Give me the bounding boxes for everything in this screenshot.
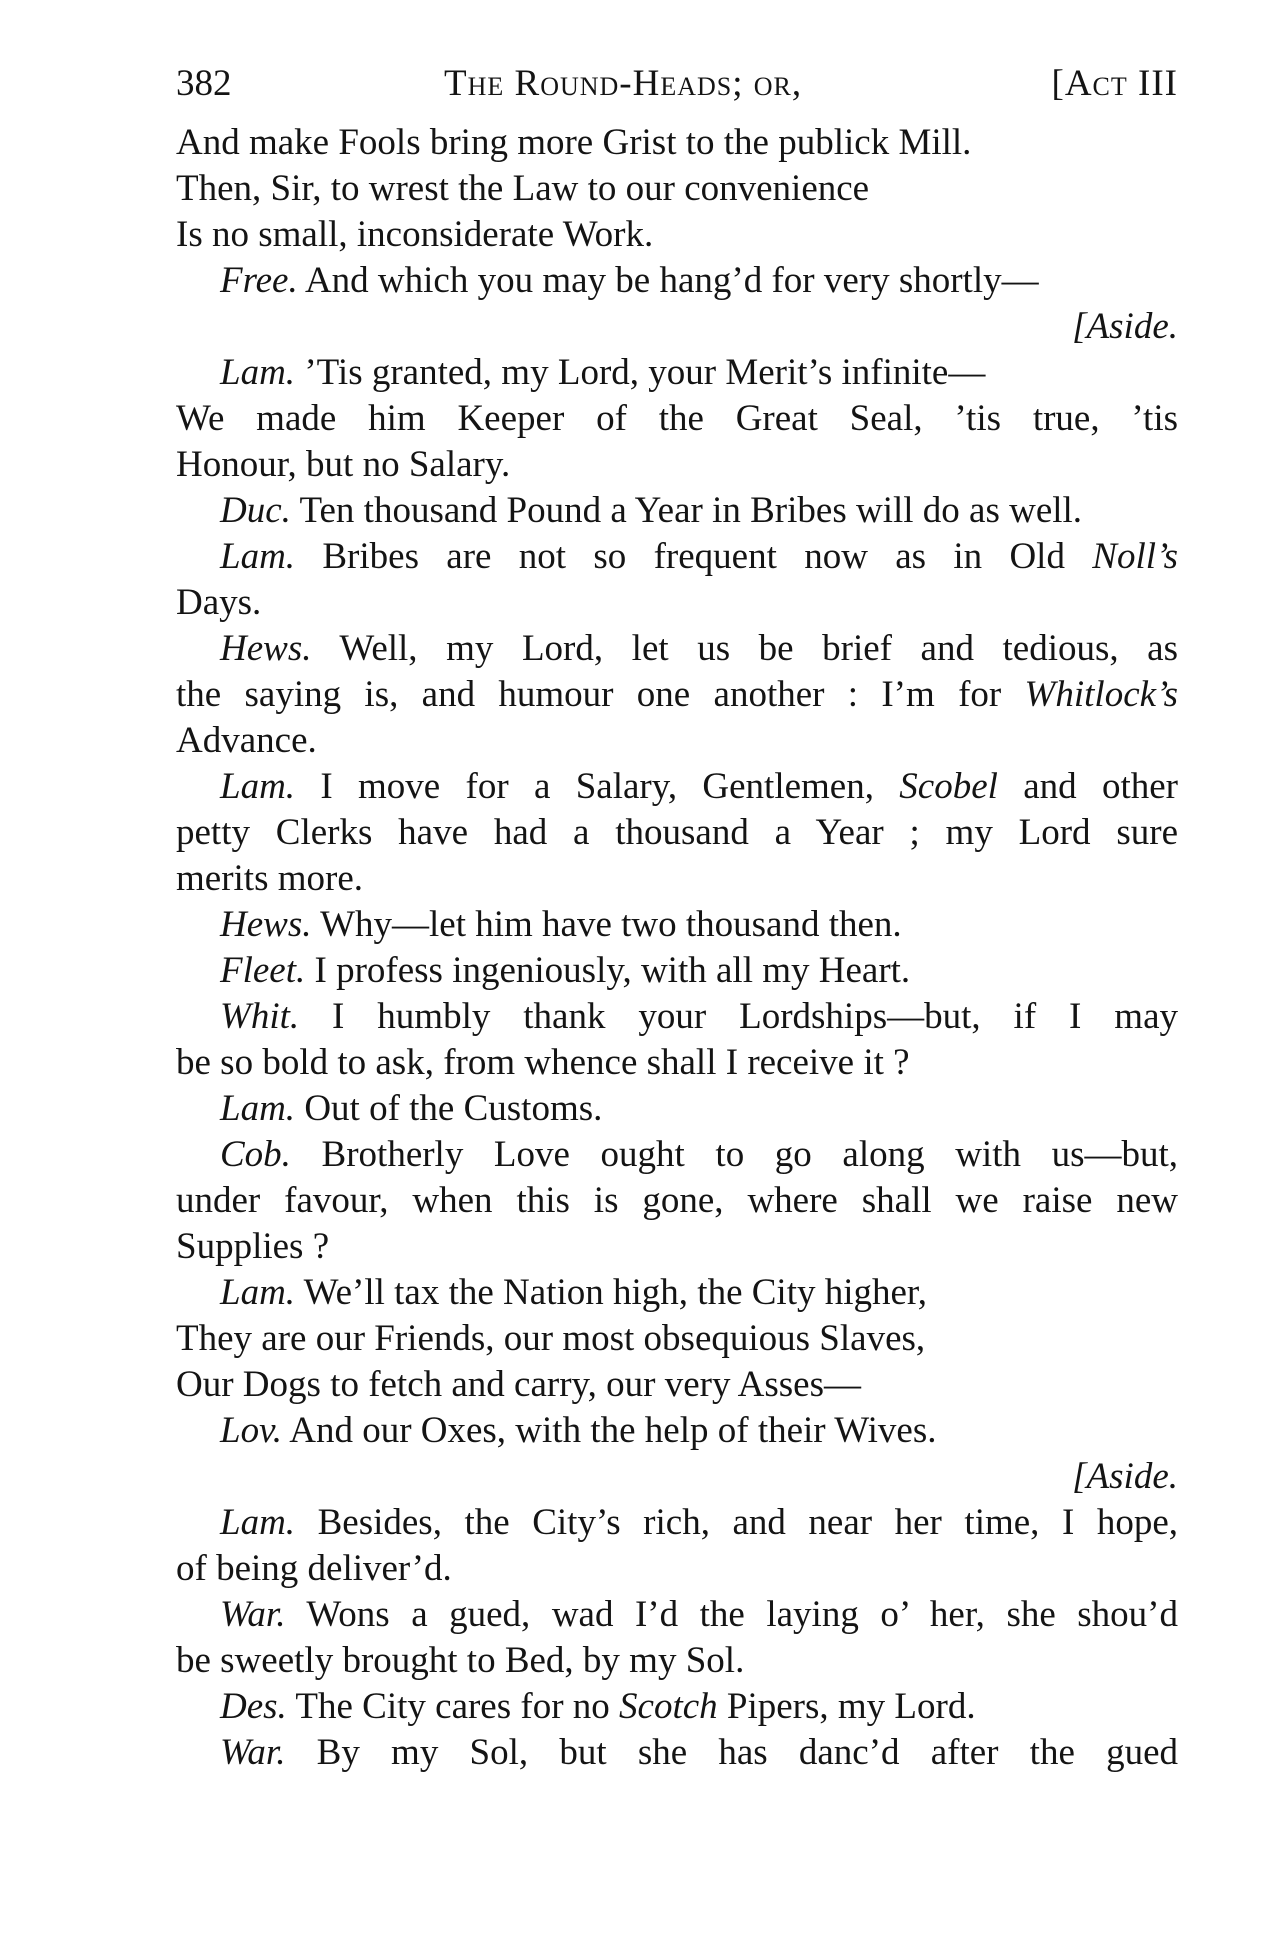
speaker-name: Hews. — [220, 904, 312, 945]
running-title: The Round-Heads; or, — [444, 63, 803, 104]
speaker-name: Hews. — [220, 628, 312, 669]
page-number: 382 — [176, 63, 232, 104]
text-line: of being deliver’d. — [176, 1548, 452, 1589]
stage-direction: [Aside. — [1072, 1456, 1178, 1497]
speech-line: War. Wons a gued, wad I’d the laying o’ her, she shou’d — [220, 1594, 1178, 1635]
speaker-name: Lam. — [220, 536, 296, 577]
speaker-name: Cob. — [220, 1134, 291, 1175]
text-line: And make Fools bring more Grist to the publick Mill. — [176, 122, 972, 163]
text-line: We made him Keeper of the Great Seal, ’tis true, ’tis — [176, 398, 1178, 439]
speaker-name: Des. — [220, 1686, 287, 1727]
page-header — [176, 58, 1178, 110]
speech-line: Cob. Brotherly Love ought to go along with us—but, — [220, 1134, 1178, 1175]
text-line: be sweetly brought to Bed, by my Sol. — [176, 1640, 745, 1681]
speaker-name: Lam. — [220, 766, 296, 807]
speech-line: Hews. Well, my Lord, let us be brief and tedious, as — [220, 628, 1178, 669]
text-line: Honour, but no Salary. — [176, 444, 511, 485]
speech-line: War. By my Sol, but she has danc’d after the gued — [220, 1732, 1178, 1773]
speaker-name: Whit. — [220, 996, 300, 1037]
speaker-name: Lam. — [220, 1502, 296, 1543]
speaker-name: War. — [220, 1732, 286, 1773]
speech-line: Lam. We’ll tax the Nation high, the City higher, — [220, 1272, 928, 1313]
play-text — [176, 120, 1178, 1776]
text-line: under favour, when this is gone, where shall we raise new — [176, 1180, 1178, 1221]
text-line: Our Dogs to fetch and carry, our very Asses— — [176, 1364, 862, 1405]
speech-line: Hews. Why—let him have two thousand then. — [220, 904, 902, 945]
text-line: Days. — [176, 582, 262, 623]
text-line: petty Clerks have had a thousand a Year ; my Lord sure — [176, 812, 1178, 853]
speaker-name: Duc. — [220, 490, 291, 531]
speech-line: Lam. Out of the Customs. — [220, 1088, 603, 1129]
text-line: Advance. — [176, 720, 317, 761]
speaker-name: Free. — [220, 260, 298, 301]
text-line: merits more. — [176, 858, 364, 899]
text-line: Is no small, inconsiderate Work. — [176, 214, 654, 255]
speech-line: Fleet. I profess ingeniously, with all my Heart. — [220, 950, 911, 991]
speaker-name: War. — [220, 1594, 286, 1635]
speech-line: Whit. I humbly thank your Lordships—but, if I may — [220, 996, 1178, 1037]
stage-direction: [Aside. — [1072, 306, 1178, 347]
text-line: be so bold to ask, from whence shall I receive it ? — [176, 1042, 910, 1083]
speech-line: Lam. Besides, the City’s rich, and near her time, I hope, — [220, 1502, 1178, 1543]
text-line: the saying is, and humour one another : I’m for Whitlock’s — [176, 674, 1178, 715]
text-line: They are our Friends, our most obsequious Slaves, — [176, 1318, 926, 1359]
speech-line: Free. And which you may be hang’d for very shortly— — [220, 260, 1039, 301]
speech-line: Lam. ’Tis granted, my Lord, your Merit’s infinite— — [220, 352, 986, 393]
speaker-name: Lov. — [220, 1410, 283, 1451]
speech-line: Lam. I move for a Salary, Gentlemen, Scobel and other — [220, 766, 1178, 807]
speaker-name: Lam. — [220, 352, 296, 393]
speaker-name: Lam. — [220, 1272, 296, 1313]
speech-line: Lov. And our Oxes, with the help of their Wives. — [220, 1410, 937, 1451]
speech-line: Duc. Ten thousand Pound a Year in Bribes will do as well. — [220, 490, 1083, 531]
act-label: [Act III — [1051, 63, 1178, 104]
speaker-name: Fleet. — [220, 950, 306, 991]
speech-line: Des. The City cares for no Scotch Pipers, my Lord. — [220, 1686, 976, 1727]
speech-line: Lam. Bribes are not so frequent now as in Old Noll’s — [220, 536, 1178, 577]
text-line: Then, Sir, to wrest the Law to our convenience — [176, 168, 870, 209]
speaker-name: Lam. — [220, 1088, 296, 1129]
text-line: Supplies ? — [176, 1226, 330, 1267]
